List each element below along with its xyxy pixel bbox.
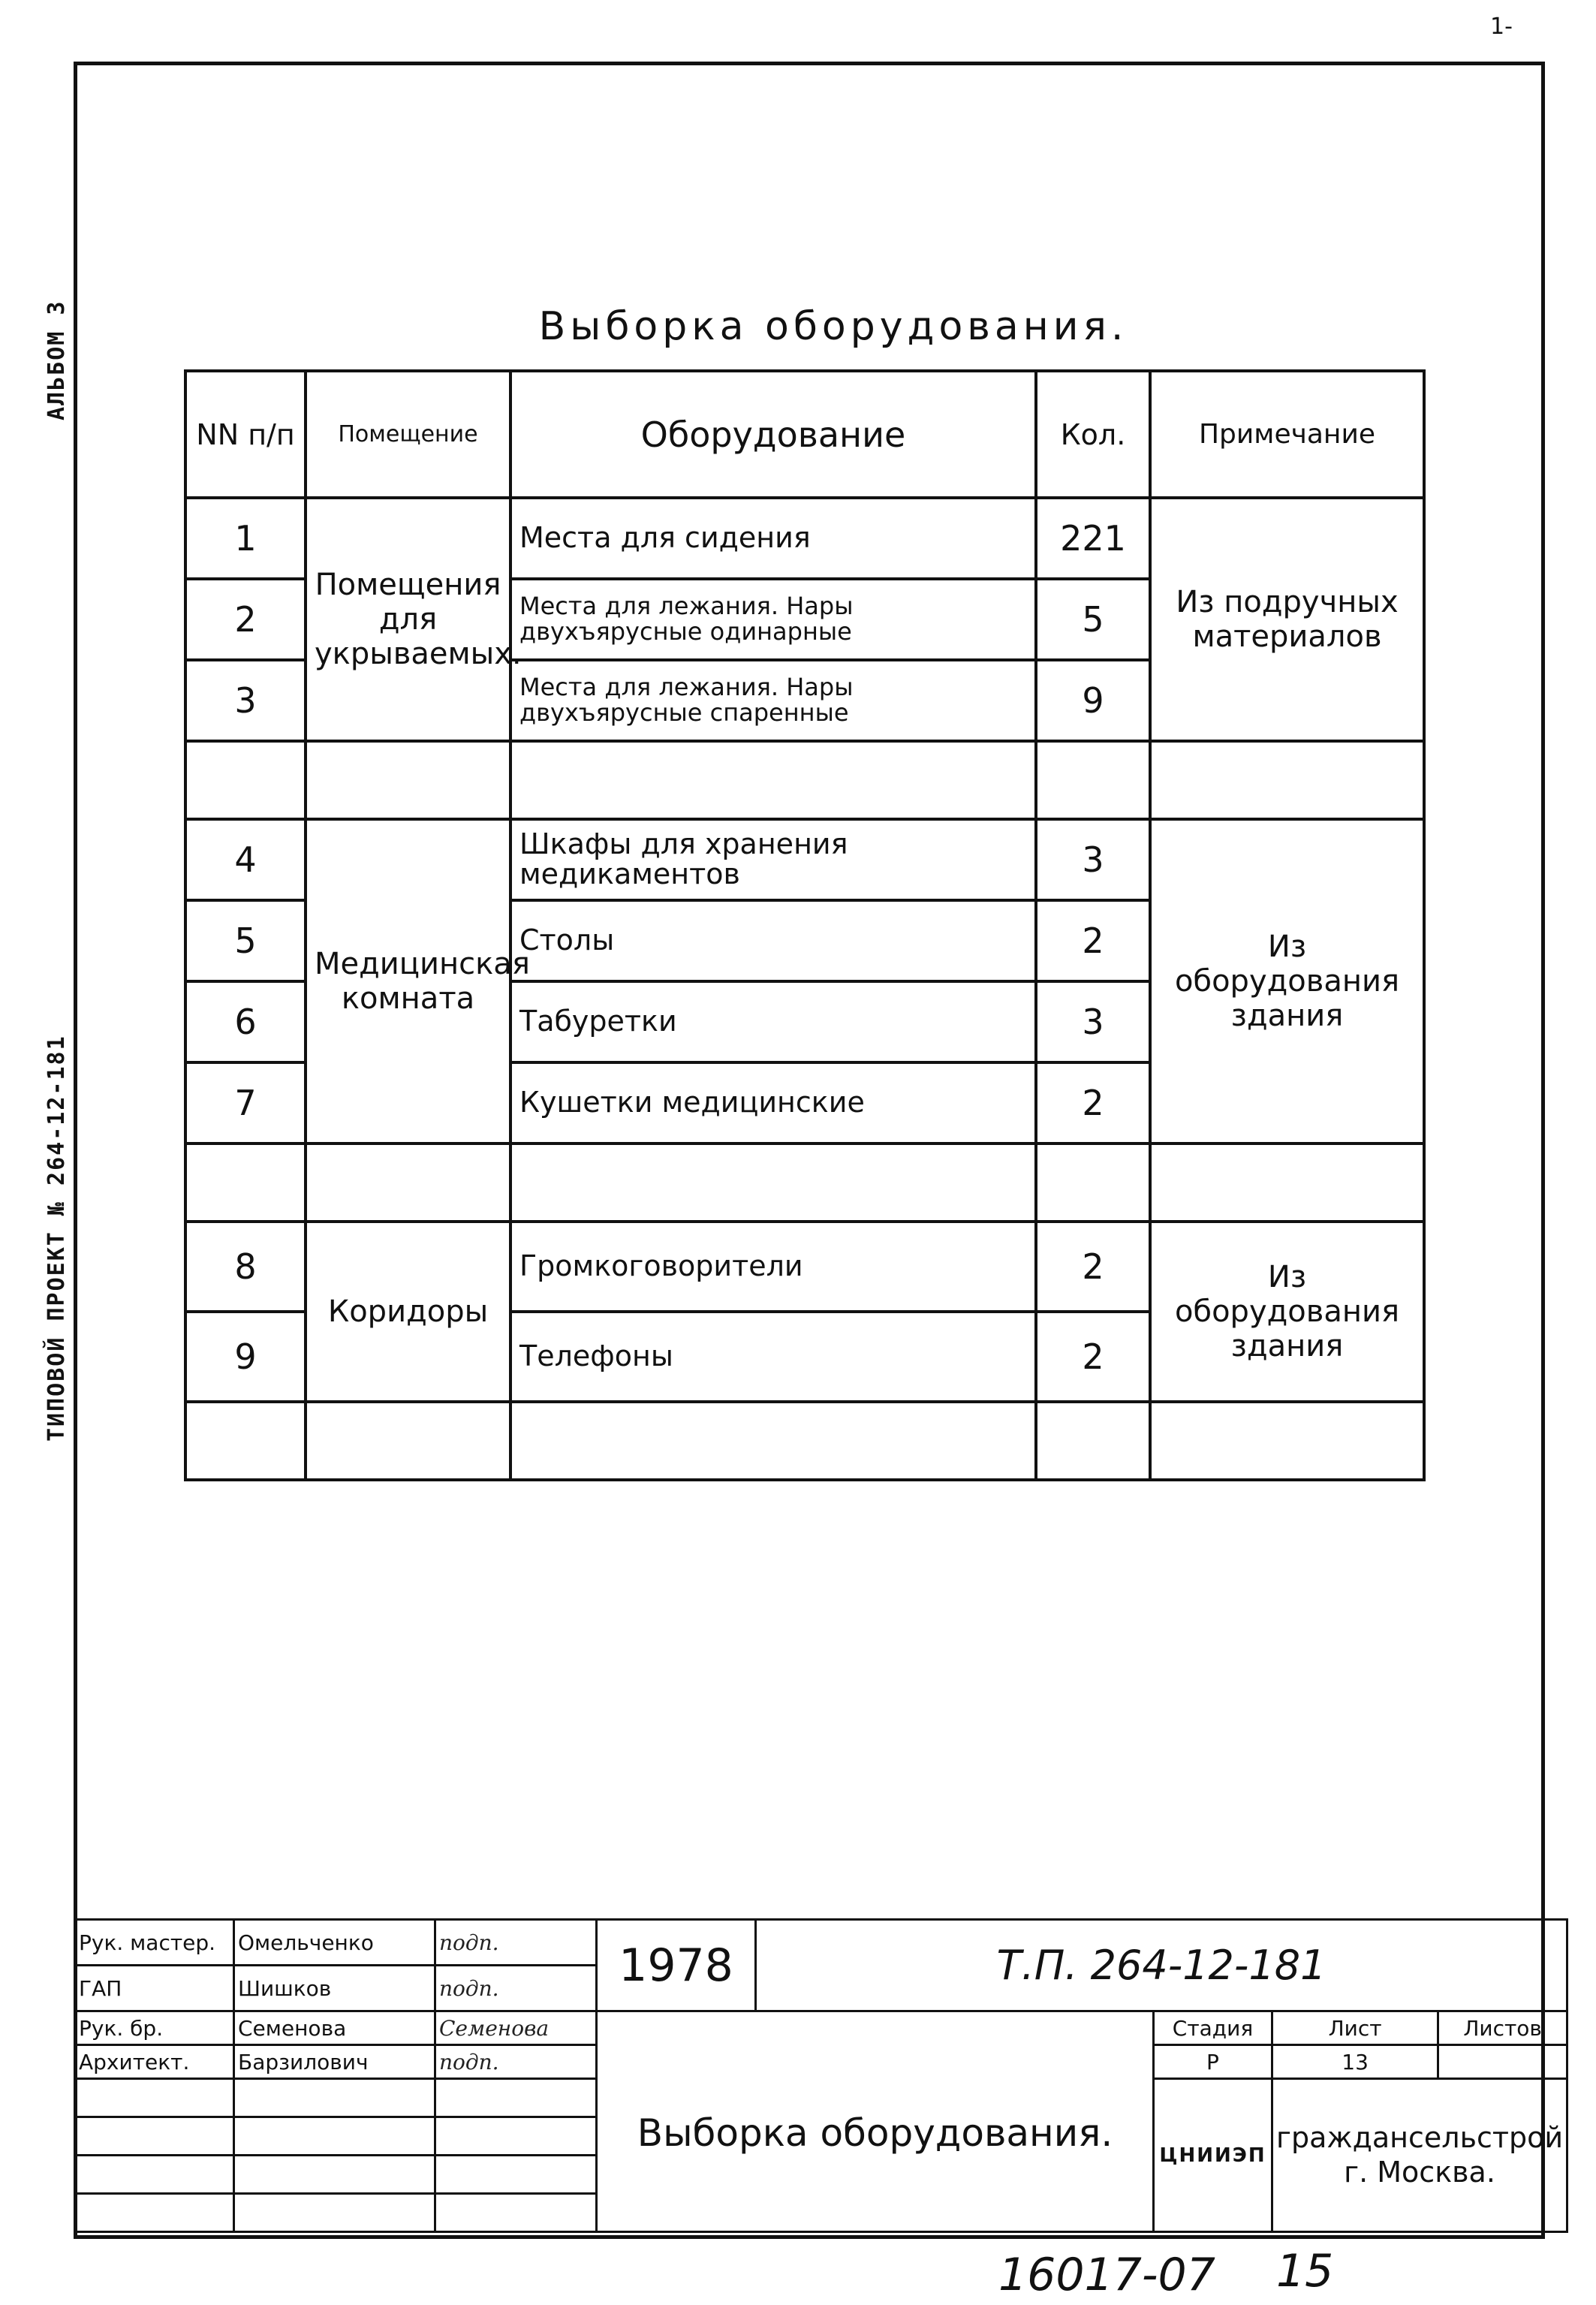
row-equipment: Места для сидения xyxy=(510,498,1036,579)
stamp-role: Рук. мастер. xyxy=(75,1920,234,1966)
header-qty: Кол. xyxy=(1036,371,1150,498)
table-row xyxy=(185,1222,1424,1312)
row-num: 5 xyxy=(185,900,306,981)
stamp-sheet-label: Лист xyxy=(1272,2011,1438,2045)
row-qty: 9 xyxy=(1036,660,1150,741)
stamp-name: Барзилович xyxy=(234,2045,435,2079)
header-num: NN п/п xyxy=(185,371,306,498)
stamp-role: Рук. бр. xyxy=(75,2011,234,2045)
table-row xyxy=(185,498,1424,579)
stamp-sheets-label: Листов xyxy=(1438,2011,1567,2045)
row-equipment: Телефоны xyxy=(510,1312,1036,1402)
stamp-code: Т.П. 264-12-181 xyxy=(756,1920,1567,2011)
row-qty: 3 xyxy=(1036,981,1150,1062)
page-title: Выборка оборудования. xyxy=(538,304,1128,349)
row-equipment: Кушетки медицинские xyxy=(510,1062,1036,1143)
archive-number: 16017-07 xyxy=(998,2249,1215,2301)
stamp-role: Архитект. xyxy=(75,2045,234,2079)
stamp-stage: Р xyxy=(1154,2045,1272,2079)
stamp-signature: подп. xyxy=(435,1966,597,2011)
header-equipment: Оборудование xyxy=(510,371,1036,498)
org-logo-text: ЦНИИЭП xyxy=(1159,2144,1266,2167)
row-equipment: Места для лежания. Нары двухъярусные спаренные xyxy=(510,660,1036,741)
stamp-signature: подп. xyxy=(435,1920,597,1966)
row-num: 9 xyxy=(185,1312,306,1402)
stamp-role: ГАП xyxy=(75,1966,234,2011)
table-header-row xyxy=(185,371,1424,498)
row-room: Медицинская комната xyxy=(306,819,510,1143)
row-note: Из оборудования здания xyxy=(1150,1222,1424,1402)
table-row xyxy=(185,819,1424,900)
row-num: 1 xyxy=(185,498,306,579)
stamp-org-name: граждансельстрой xyxy=(1276,2120,1564,2154)
row-qty: 221 xyxy=(1036,498,1150,579)
title-block xyxy=(74,1918,1568,2233)
stamp-year: 1978 xyxy=(597,1920,756,2011)
row-num: 3 xyxy=(185,660,306,741)
stamp-name: Шишков xyxy=(234,1966,435,2011)
page-number: 15 xyxy=(1276,2245,1334,2297)
stamp-sheet: 13 xyxy=(1272,2045,1438,2079)
row-room: Помещения для укрываемых. xyxy=(306,498,510,741)
row-room: Коридоры xyxy=(306,1222,510,1402)
stamp-name: Омельченко xyxy=(234,1920,435,1966)
row-equipment: Шкафы для хранения медикаментов xyxy=(510,819,1036,900)
row-num: 6 xyxy=(185,981,306,1062)
row-equipment: Громкоговорители xyxy=(510,1222,1036,1312)
row-num: 2 xyxy=(185,579,306,660)
row-qty: 2 xyxy=(1036,1062,1150,1143)
stamp-signature: подп. xyxy=(435,2045,597,2079)
row-equipment: Места для лежания. Нары двухъярусные одинарные xyxy=(510,579,1036,660)
stamp-sheets xyxy=(1438,2045,1567,2079)
row-qty: 2 xyxy=(1036,1312,1150,1402)
row-qty: 5 xyxy=(1036,579,1150,660)
row-note: Из оборудования здания xyxy=(1150,819,1424,1143)
project-label: ТИПОВОЙ ПРОЕКТ № 264-12-181 xyxy=(44,1035,70,1442)
row-num: 4 xyxy=(185,819,306,900)
table-row-empty xyxy=(185,1402,1424,1480)
header-room: Помещение xyxy=(306,371,510,498)
row-qty: 2 xyxy=(1036,900,1150,981)
row-equipment: Табуретки xyxy=(510,981,1036,1062)
stamp-stage-label: Стадия xyxy=(1154,2011,1272,2045)
stamp-org-logo xyxy=(1154,2079,1272,2232)
row-note: Из подручных материалов xyxy=(1150,498,1424,741)
table-row-empty xyxy=(185,1143,1424,1222)
stamp-org-city: г. Москва. xyxy=(1344,2155,1495,2189)
row-num: 7 xyxy=(185,1062,306,1143)
header-note: Примечание xyxy=(1150,371,1424,498)
stamp-name: Семенова xyxy=(234,2011,435,2045)
row-qty: 3 xyxy=(1036,819,1150,900)
stamp-org xyxy=(1272,2079,1567,2232)
row-qty: 2 xyxy=(1036,1222,1150,1312)
stamp-doc-title: Выборка оборудования. xyxy=(597,2011,1154,2232)
equipment-table xyxy=(184,369,1426,1481)
row-num: 8 xyxy=(185,1222,306,1312)
row-equipment: Столы xyxy=(510,900,1036,981)
album-label: АЛЬБОМ 3 xyxy=(44,300,70,420)
table-row-empty xyxy=(185,741,1424,819)
stamp-signature: Семенова xyxy=(435,2011,597,2045)
corner-mark: 1- xyxy=(1490,14,1513,40)
